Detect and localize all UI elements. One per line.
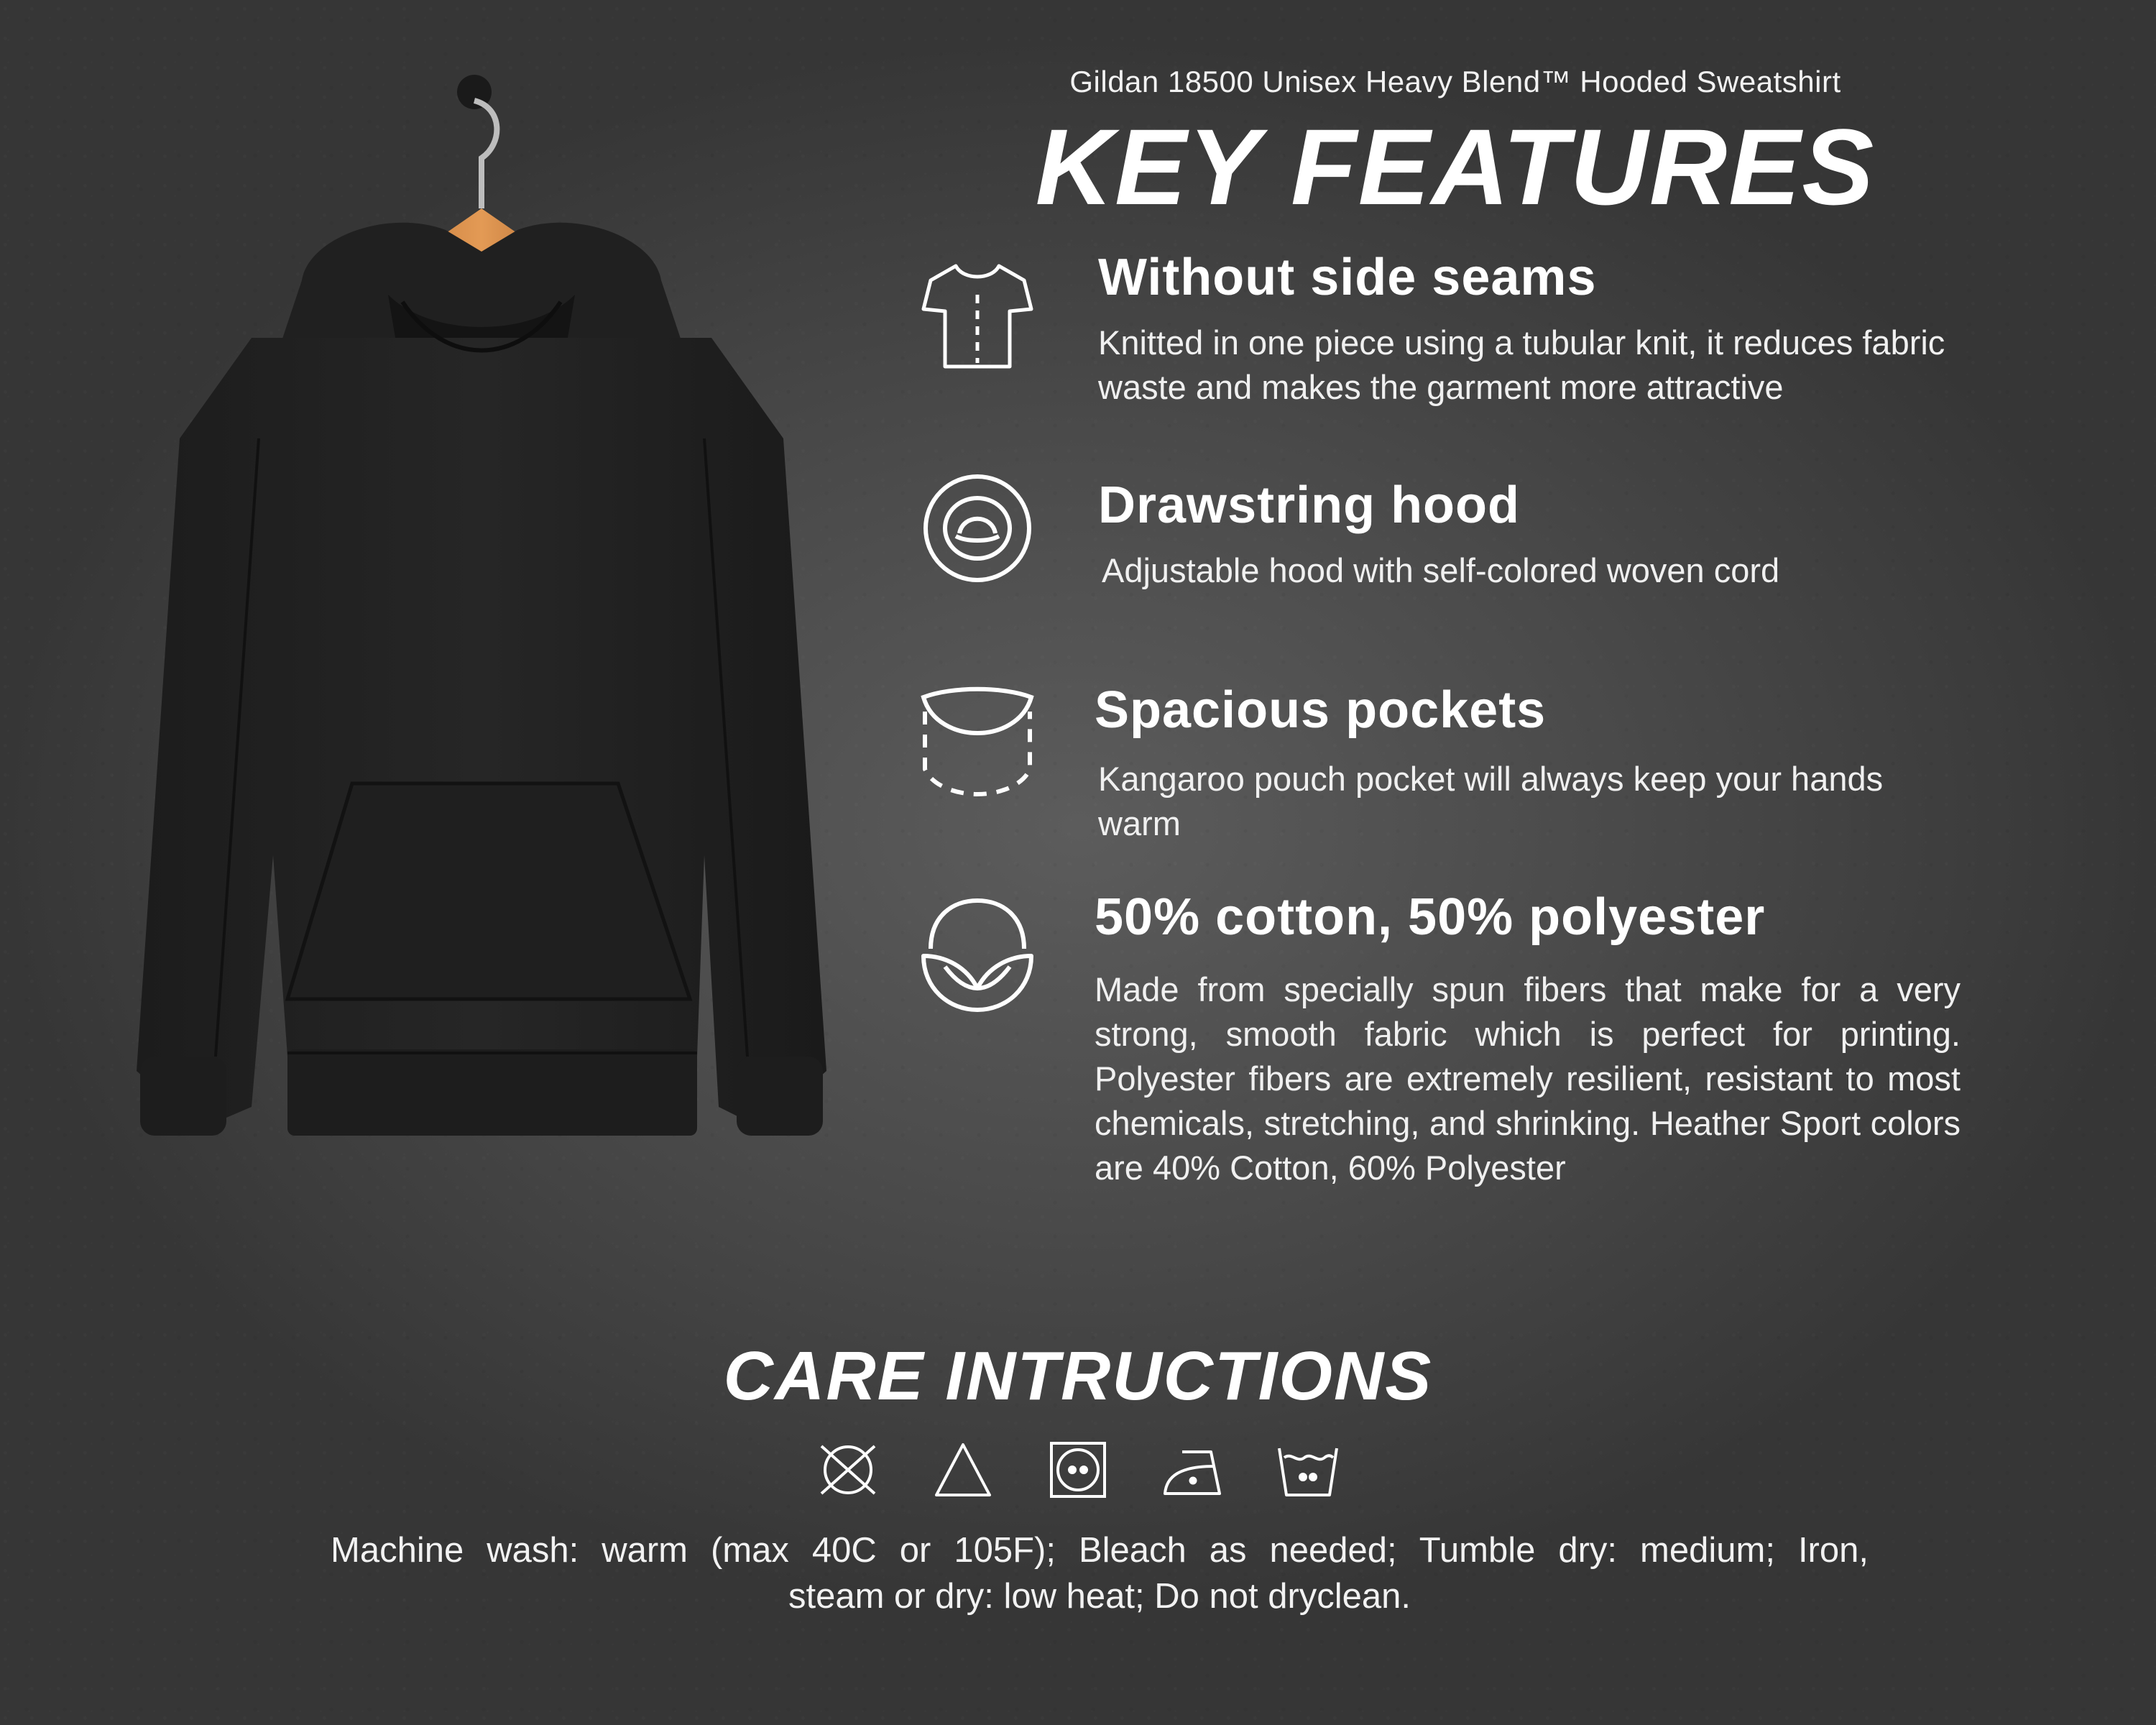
cotton-leaf-icon: [916, 895, 1038, 1017]
care-instructions-text: [331, 1527, 1869, 1619]
drawstring-hood-icon: [916, 467, 1038, 589]
care-title: CARE INTRUCTIONS: [723, 1338, 1433, 1414]
do-not-dryclean-icon: [816, 1438, 880, 1502]
tumble-dry-medium-icon: [1046, 1438, 1110, 1502]
care-text-line: steam or dry: low heat; Do not dryclean.: [788, 1577, 1411, 1616]
hoodie-image: [72, 65, 862, 1157]
feature-title: 50% cotton, 50% polyester: [1095, 888, 1766, 946]
feature-title: Drawstring hood: [1098, 477, 1520, 534]
feature-description: Made from specially spun fibers that make for a very strong, smooth fabric which is perfect for printing. Polyester fibers are extremely resilient, resistant to most chemicals, stretching, and shrinking. Heather Sport colors are 40% Cotton, 60% Polyester: [1095, 970, 1961, 1187]
iron-low-heat-icon: [1161, 1438, 1225, 1502]
product-name: Gildan 18500 Unisex Heavy Blend™ Hooded Sweatshirt: [1069, 65, 1841, 98]
care-icons: [0, 1438, 2156, 1502]
care-text-line: Machine wash: warm (max 40C or 105F); Bleach as needed; Tumble dry: medium; Iron,: [331, 1531, 1869, 1570]
feature-description: Adjustable hood with self-colored woven cord: [1102, 551, 1780, 589]
tshirt-seamless-icon: [916, 255, 1038, 377]
feature-description: Knitted in one piece using a tubular knit, it reduces fabric waste and makes the garment more attractive: [1098, 323, 1945, 406]
machine-wash-warm-icon: [1276, 1438, 1340, 1502]
pocket-icon: [916, 683, 1038, 805]
feature-title: Spacious pockets: [1095, 681, 1547, 739]
bleach-icon: [931, 1438, 995, 1502]
feature-description: Kangaroo pouch pocket will always keep your hands warm: [1098, 760, 1884, 842]
feature-title: Without side seams: [1098, 249, 1597, 306]
page-title: KEY FEATURES: [1035, 106, 1876, 227]
